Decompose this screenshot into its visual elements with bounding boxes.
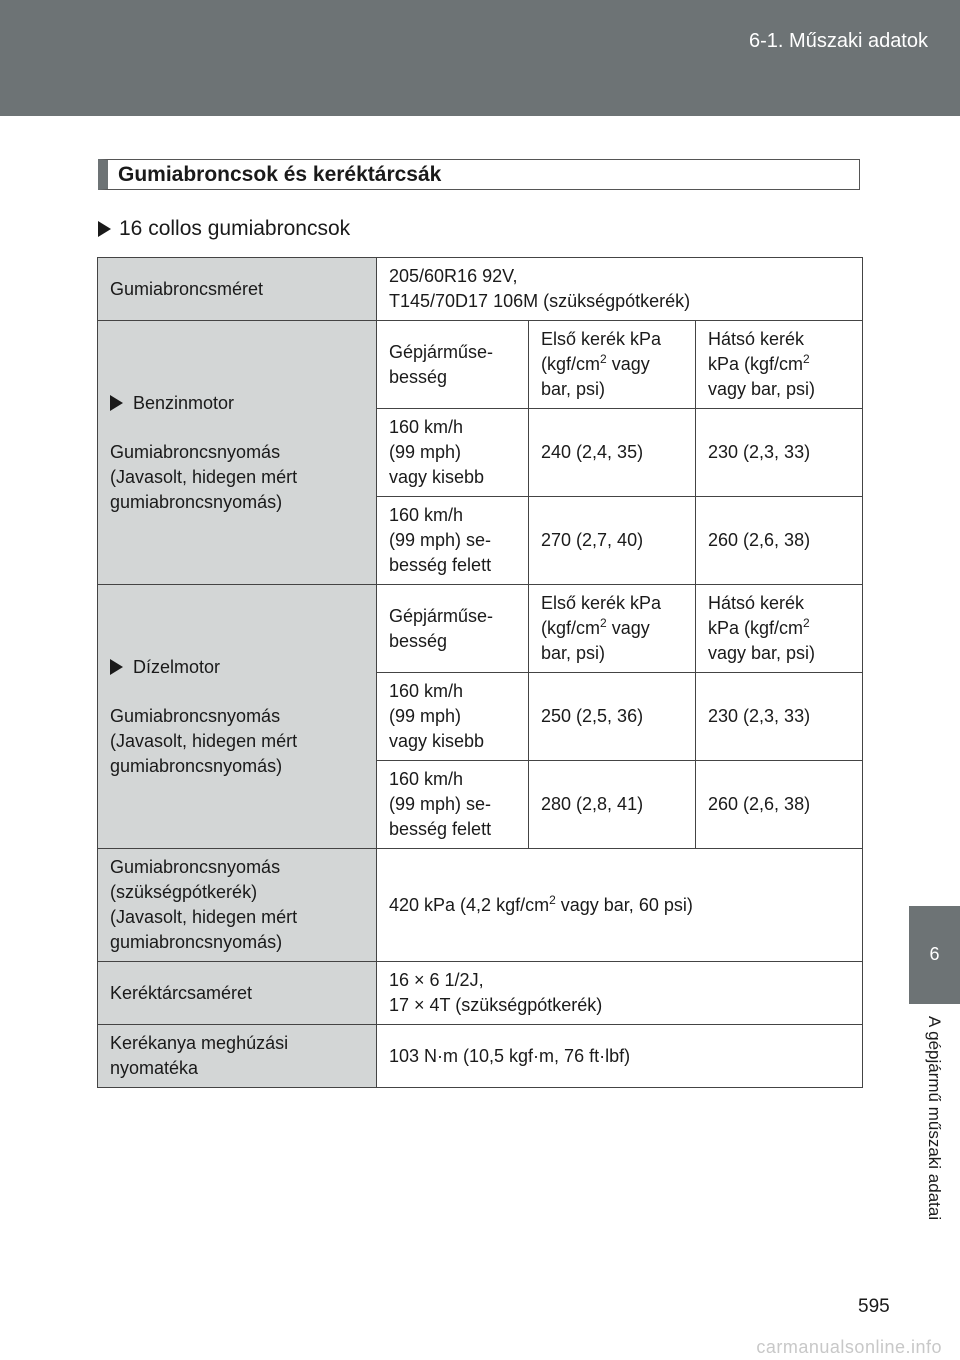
subheading-text: 16 collos gumiabroncsok bbox=[119, 217, 351, 240]
speed-cell: 160 km/h (99 mph) se- besség felett bbox=[377, 761, 529, 849]
chapter-number: 6 bbox=[929, 944, 940, 964]
table-row bbox=[98, 962, 863, 1025]
table-row bbox=[98, 321, 863, 409]
rear-header: Hátsó kerék kPa ($kgf/cm^2$ vagy bar, psi) bbox=[696, 321, 863, 409]
diesel-pressure-label: Dízelmotor Gumiabroncsnyomás (Javasolt, hidegen mért gumiabroncsnyomás) bbox=[98, 585, 377, 849]
torque-label: Kerékanya meghúzási nyomatéka bbox=[98, 1025, 377, 1088]
rear-pressure: 260 (2,6, 38) bbox=[696, 761, 863, 849]
triangle-bullet-icon bbox=[110, 395, 123, 411]
torque-value: 103 N·m (10,5 kgf·m, 76 ft·lbf) bbox=[377, 1025, 863, 1088]
rim-size-value: 16 × 6 1/2J, 17 × 4T (szükségpótkerék) bbox=[377, 962, 863, 1025]
table-cell-value: 205/60R16 92V, T145/70D17 106M (szükségpótkerék) bbox=[377, 258, 863, 321]
front-pressure: 250 (2,5, 36) bbox=[529, 673, 696, 761]
spare-pressure-value: 420 kPa (4,2 kgf/$cm^2$ vagy bar, 60 psi) bbox=[377, 849, 863, 962]
page-number: 595 bbox=[858, 1296, 890, 1317]
front-pressure: 240 (2,4, 35) bbox=[529, 409, 696, 497]
chapter-title: 6-1. Műszaki adatok bbox=[749, 30, 928, 52]
chapter-side-label: A gépjármű műszaki adatai bbox=[925, 1016, 944, 1221]
front-pressure: 280 (2,8, 41) bbox=[529, 761, 696, 849]
speed-cell: 160 km/h (99 mph) se- besség felett bbox=[377, 497, 529, 585]
rim-size-label: Keréktárcsaméret bbox=[98, 962, 377, 1025]
rear-pressure: 230 (2,3, 33) bbox=[696, 409, 863, 497]
tire-spec-table bbox=[97, 257, 863, 1088]
triangle-bullet-icon bbox=[110, 659, 123, 675]
petrol-pressure-label: Benzinmotor Gumiabroncsnyomás (Javasolt, hidegen mért gumiabroncsnyomás) bbox=[98, 321, 377, 585]
spare-pressure-label: Gumiabroncsnyomás (szükségpótkerék) (Javasolt, hidegen mért gumiabroncsnyomás) bbox=[98, 849, 377, 962]
front-pressure: 270 (2,7, 40) bbox=[529, 497, 696, 585]
watermark: carmanualsonline.info bbox=[756, 1337, 942, 1357]
table-row bbox=[98, 849, 863, 962]
rear-pressure: 230 (2,3, 33) bbox=[696, 673, 863, 761]
rear-header: Hátsó kerék kPa ($kgf/cm^2$ vagy bar, psi) bbox=[696, 585, 863, 673]
front-header: Első kerék kPa ($kgf/cm^2$ vagy bar, psi) bbox=[529, 585, 696, 673]
table-row bbox=[98, 585, 863, 673]
subheading bbox=[98, 217, 350, 241]
triangle-bullet-icon bbox=[98, 221, 111, 237]
chapter-tab[interactable] bbox=[909, 906, 960, 1004]
section-title: Gumiabroncsok és keréktárcsák bbox=[118, 163, 442, 186]
table-cell-label: Gumiabroncsméret bbox=[98, 258, 377, 321]
speed-header: Gépjárműse- besség bbox=[377, 321, 529, 409]
front-header: Első kerék kPa ($kgf/cm^2$ vagy bar, psi) bbox=[529, 321, 696, 409]
rear-pressure: 260 (2,6, 38) bbox=[696, 497, 863, 585]
header-band bbox=[0, 0, 960, 116]
section-header bbox=[98, 159, 860, 190]
table-row bbox=[98, 258, 863, 321]
speed-cell: 160 km/h (99 mph) vagy kisebb bbox=[377, 673, 529, 761]
table-row bbox=[98, 1025, 863, 1088]
speed-cell: 160 km/h (99 mph) vagy kisebb bbox=[377, 409, 529, 497]
speed-header: Gépjárműse- besség bbox=[377, 585, 529, 673]
